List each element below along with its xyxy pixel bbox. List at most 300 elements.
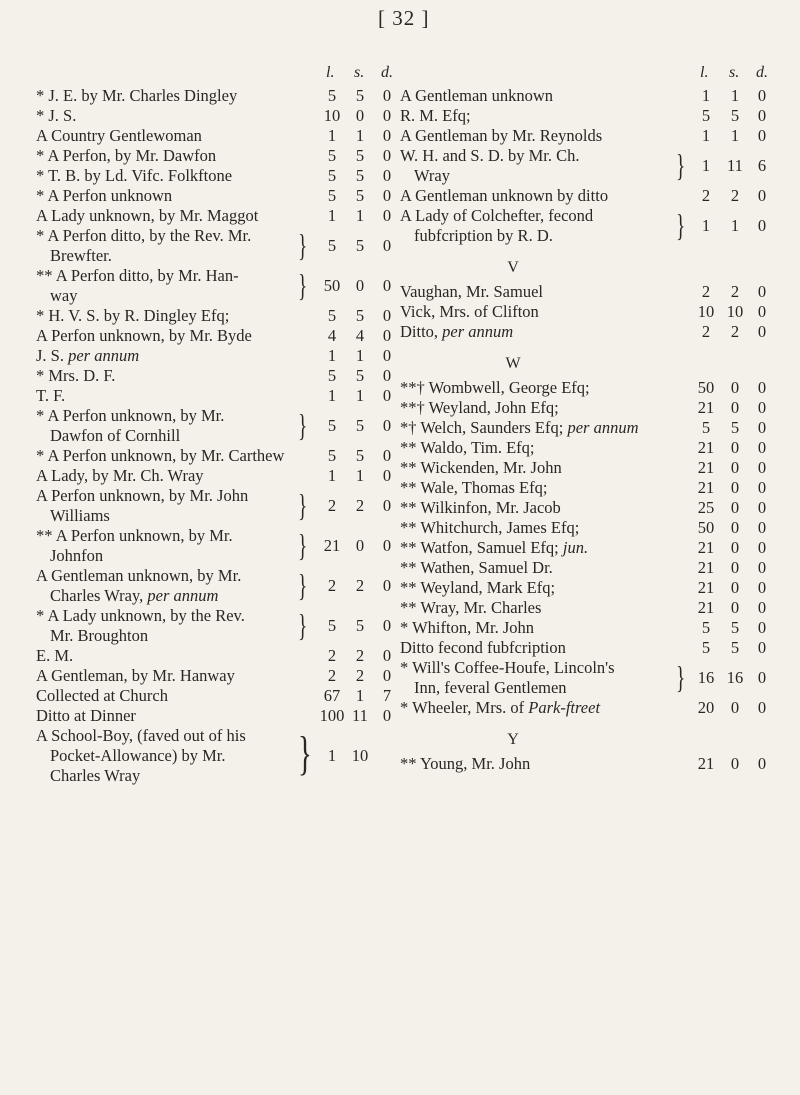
name-text: A Gentleman unknown, by Mr. xyxy=(36,566,242,585)
name-italic: per annum xyxy=(442,322,514,341)
pounds-amount: 2 xyxy=(327,496,337,515)
subscriber-entry xyxy=(36,566,392,606)
shillings-amount: 2 xyxy=(730,186,740,205)
brace-mark: } xyxy=(298,227,308,263)
pounds-amount: 50 xyxy=(323,276,341,295)
shillings-amount: 10 xyxy=(351,746,369,765)
pence-amount: 0 xyxy=(757,538,767,557)
pounds-amount: 4 xyxy=(327,326,337,345)
subscriber-entry xyxy=(400,478,766,498)
name-text: Collected at Church xyxy=(36,686,168,705)
brace-mark: } xyxy=(298,487,308,523)
name-italic: jun. xyxy=(562,538,589,557)
pounds-amount: 21 xyxy=(697,558,715,577)
pounds-amount: 21 xyxy=(697,598,715,617)
name-text: A Gentleman, by Mr. Hanway xyxy=(36,666,235,685)
name-italic: Park-ftreet xyxy=(528,698,601,717)
name-italic: per annum xyxy=(147,586,219,605)
pounds-amount: 50 xyxy=(697,378,715,397)
name-text: * T. B. by Ld. Vifc. Folkftone xyxy=(36,166,233,185)
brace-mark: } xyxy=(298,407,308,443)
pounds-amount: 5 xyxy=(327,146,337,165)
name-text: Wray xyxy=(414,166,450,185)
pounds-amount: 1 xyxy=(327,386,337,405)
name-italic: per annum xyxy=(68,346,140,365)
shillings-amount: 5 xyxy=(730,106,740,125)
brace-mark: } xyxy=(298,607,308,643)
name-text: ** Waldo, Tim. Efq; xyxy=(400,438,535,457)
shillings-amount: 5 xyxy=(355,446,365,465)
subscriber-entry xyxy=(400,538,766,558)
subscriber-entry xyxy=(400,322,766,342)
shillings-amount: 0 xyxy=(730,518,740,537)
name-text: ** A Perfon unknown, by Mr. xyxy=(36,526,233,545)
subscriber-entry xyxy=(400,618,766,638)
name-italic: per annum xyxy=(567,418,639,437)
name-text: ** Wilkinfon, Mr. Jacob xyxy=(400,498,561,517)
shillings-amount: 11 xyxy=(727,156,743,175)
name-text: fubfcription by R. D. xyxy=(414,226,553,245)
pounds-amount: 67 xyxy=(323,686,341,705)
shillings-amount: 1 xyxy=(355,126,365,145)
name-text: *† Welch, Saunders Efq; xyxy=(400,418,564,437)
pence-amount: 0 xyxy=(382,126,392,145)
name-text: ** A Perfon ditto, by Mr. Han- xyxy=(36,266,239,285)
name-text: * A Perfon, by Mr. Dawfon xyxy=(36,146,217,165)
subscriber-entry xyxy=(400,598,766,618)
shillings-amount: 0 xyxy=(355,536,365,555)
name-text: ** Wray, Mr. Charles xyxy=(400,598,542,617)
shillings-amount: 0 xyxy=(730,438,740,457)
pounds-amount: 2 xyxy=(701,186,711,205)
shillings-amount: 0 xyxy=(730,378,740,397)
pence-amount: 0 xyxy=(382,366,392,385)
pence-amount: 0 xyxy=(382,306,392,325)
name-text: A Gentleman unknown xyxy=(400,86,554,105)
pounds-amount: 21 xyxy=(697,538,715,557)
pence-amount: 0 xyxy=(757,458,767,477)
pounds-amount: 10 xyxy=(323,106,341,125)
subscriber-entry xyxy=(400,558,766,578)
name-text: **† Wombwell, George Efq; xyxy=(400,378,590,397)
left-column xyxy=(36,64,392,786)
name-text: way xyxy=(50,286,78,305)
subscriber-entry xyxy=(36,606,392,646)
name-text: Pocket-Allowance) by Mr. xyxy=(50,746,226,765)
pence-amount: 0 xyxy=(382,166,392,185)
pounds-amount: 2 xyxy=(327,576,337,595)
brace-mark: } xyxy=(676,147,686,183)
pence-amount: 6 xyxy=(757,156,767,175)
subscriber-entry xyxy=(36,86,392,106)
shillings-amount: 0 xyxy=(730,698,740,717)
pounds-amount: 50 xyxy=(697,518,715,537)
name-text: A Country Gentlewoman xyxy=(36,126,202,145)
pence-amount: 0 xyxy=(382,446,392,465)
subscriber-entry xyxy=(36,326,392,346)
name-text: R. M. Efq; xyxy=(400,106,471,125)
name-text: * A Perfon unknown, by Mr. Carthew xyxy=(36,446,285,465)
name-text: * A Perfon unknown, by Mr. xyxy=(36,406,225,425)
pence-amount: 0 xyxy=(382,186,392,205)
subscriber-entry xyxy=(400,698,766,718)
subscriber-entry xyxy=(400,438,766,458)
shillings-amount: 0 xyxy=(355,106,365,125)
subscriber-entry xyxy=(400,126,766,146)
name-text: * A Lady unknown, by the Rev. xyxy=(36,606,245,625)
pounds-header: l. xyxy=(326,64,335,81)
name-text: * Whifton, Mr. John xyxy=(400,618,534,637)
subscriber-entry xyxy=(36,106,392,126)
pounds-header: l. xyxy=(700,64,709,81)
name-text: ** Wathen, Samuel Dr. xyxy=(400,558,553,577)
name-text: A Perfon unknown, by Mr. Byde xyxy=(36,326,252,345)
subscriber-entry xyxy=(36,406,392,446)
pounds-amount: 1 xyxy=(701,156,711,175)
subscriber-entry xyxy=(400,186,766,206)
shillings-amount: 1 xyxy=(355,686,365,705)
name-text: W. H. and S. D. by Mr. Ch. xyxy=(400,146,580,165)
pounds-amount: 1 xyxy=(327,126,337,145)
shillings-amount: 5 xyxy=(355,166,365,185)
shillings-amount: 0 xyxy=(730,498,740,517)
pounds-amount: 25 xyxy=(697,498,715,517)
pence-amount: 0 xyxy=(382,616,392,635)
name-text: A Perfon unknown, by Mr. John xyxy=(36,486,249,505)
name-text: A Gentleman unknown by ditto xyxy=(400,186,609,205)
subscriber-entry xyxy=(400,206,766,246)
shillings-amount: 0 xyxy=(730,458,740,477)
name-text: * H. V. S. by R. Dingley Efq; xyxy=(36,306,230,325)
subscriber-entry xyxy=(36,226,392,266)
name-text: T. F. xyxy=(36,386,66,405)
name-text: * J. S. xyxy=(36,106,77,125)
shillings-amount: 0 xyxy=(730,598,740,617)
shillings-amount: 1 xyxy=(355,206,365,225)
brace-mark: } xyxy=(676,659,686,695)
shillings-header: s. xyxy=(729,64,740,81)
pounds-amount: 5 xyxy=(327,446,337,465)
pence-amount: 0 xyxy=(757,578,767,597)
subscriber-entry xyxy=(36,526,392,566)
pence-amount: 0 xyxy=(757,86,767,105)
pence-amount: 0 xyxy=(757,322,767,341)
pounds-amount: 1 xyxy=(327,346,337,365)
subscriber-entry xyxy=(400,754,766,774)
subscriber-entry xyxy=(36,686,392,706)
subscriber-entry xyxy=(36,306,392,326)
subscriber-entry xyxy=(36,706,392,726)
name-text: ** Wickenden, Mr. John xyxy=(400,458,562,477)
pence-amount: 0 xyxy=(757,282,767,301)
shillings-header: s. xyxy=(354,64,365,81)
pounds-amount: 21 xyxy=(697,458,715,477)
name-text: Johnfon xyxy=(50,546,104,565)
pence-amount: 0 xyxy=(382,106,392,125)
pence-header: d. xyxy=(381,64,393,81)
right-column-header xyxy=(400,64,766,86)
shillings-amount: 16 xyxy=(726,668,744,687)
pounds-amount: 5 xyxy=(327,86,337,105)
name-text: Mr. Broughton xyxy=(50,626,149,645)
name-text: A Gentleman by Mr. Reynolds xyxy=(400,126,603,145)
shillings-amount: 2 xyxy=(355,646,365,665)
shillings-amount: 5 xyxy=(355,416,365,435)
subscriber-entry xyxy=(36,666,392,686)
subscriber-entry xyxy=(36,646,392,666)
pounds-amount: 5 xyxy=(327,166,337,185)
pence-amount: 0 xyxy=(382,536,392,555)
subscriber-entry xyxy=(400,578,766,598)
name-text: Dawfon of Cornhill xyxy=(50,426,181,445)
name-text: **† Weyland, John Efq; xyxy=(400,398,559,417)
pence-amount: 7 xyxy=(382,686,392,705)
subscriber-entry xyxy=(36,446,392,466)
shillings-amount: 5 xyxy=(355,366,365,385)
subscriber-entry xyxy=(36,366,392,386)
pence-amount: 0 xyxy=(382,496,392,515)
subscriber-entry xyxy=(36,466,392,486)
subscriber-entry xyxy=(400,658,766,698)
name-text: ** Weyland, Mark Efq; xyxy=(400,578,556,597)
pence-amount: 0 xyxy=(382,326,392,345)
pence-amount: 0 xyxy=(757,754,767,773)
subscriber-entry xyxy=(36,126,392,146)
pence-amount: 0 xyxy=(757,418,767,437)
pounds-amount: 5 xyxy=(701,618,711,637)
brace-mark: } xyxy=(676,207,686,243)
name-text: Vaughan, Mr. Samuel xyxy=(400,282,543,301)
name-line xyxy=(36,766,392,786)
subscriber-entry xyxy=(400,458,766,478)
left-subscriber-list xyxy=(36,86,392,786)
subscriber-entry xyxy=(400,302,766,322)
shillings-amount: 5 xyxy=(355,146,365,165)
shillings-amount: 0 xyxy=(730,754,740,773)
pounds-amount: 5 xyxy=(327,416,337,435)
pence-amount: 0 xyxy=(382,146,392,165)
shillings-amount: 5 xyxy=(355,186,365,205)
pence-amount: 0 xyxy=(757,638,767,657)
subscriber-entry xyxy=(36,266,392,306)
shillings-amount: 5 xyxy=(730,618,740,637)
pence-amount: 0 xyxy=(382,276,392,295)
shillings-amount: 2 xyxy=(730,322,740,341)
right-subscriber-list xyxy=(400,86,766,774)
pence-amount: 0 xyxy=(757,598,767,617)
subscriber-entry xyxy=(36,166,392,186)
pence-amount: 0 xyxy=(757,302,767,321)
pounds-amount: 5 xyxy=(327,306,337,325)
name-text: ** Wale, Thomas Efq; xyxy=(400,478,548,497)
pounds-amount: 1 xyxy=(701,86,711,105)
shillings-amount: 5 xyxy=(355,86,365,105)
pence-amount: 0 xyxy=(757,558,767,577)
pence-amount: 0 xyxy=(382,416,392,435)
name-text: * A Perfon unknown xyxy=(36,186,173,205)
shillings-amount: 5 xyxy=(355,616,365,635)
pounds-amount: 1 xyxy=(701,126,711,145)
pounds-amount: 16 xyxy=(697,668,715,687)
subscriber-entry xyxy=(400,282,766,302)
shillings-amount: 1 xyxy=(355,466,365,485)
shillings-amount: 0 xyxy=(730,538,740,557)
shillings-amount: 2 xyxy=(355,496,365,515)
subscriber-entry xyxy=(36,386,392,406)
page-number: [ 32 ] xyxy=(378,6,430,30)
subscriber-entry xyxy=(36,186,392,206)
name-text: E. M. xyxy=(36,646,74,665)
pounds-amount: 1 xyxy=(327,206,337,225)
shillings-amount: 1 xyxy=(730,86,740,105)
pence-amount: 0 xyxy=(757,618,767,637)
pence-amount: 0 xyxy=(757,438,767,457)
shillings-amount: 4 xyxy=(355,326,365,345)
pounds-amount: 5 xyxy=(327,186,337,205)
pounds-amount: 1 xyxy=(327,746,337,765)
pence-amount: 0 xyxy=(382,576,392,595)
subscriber-entry xyxy=(36,486,392,526)
brace-mark: } xyxy=(298,527,308,563)
name-text: A Lady unknown, by Mr. Maggot xyxy=(36,206,259,225)
pounds-amount: 5 xyxy=(327,366,337,385)
pounds-amount: 2 xyxy=(327,646,337,665)
pence-amount: 0 xyxy=(382,466,392,485)
section-letter: V xyxy=(507,259,519,276)
pence-amount: 0 xyxy=(757,498,767,517)
pence-amount: 0 xyxy=(382,646,392,665)
name-text: * A Perfon ditto, by the Rev. Mr. xyxy=(36,226,252,245)
shillings-amount: 5 xyxy=(730,418,740,437)
shillings-amount: 2 xyxy=(730,282,740,301)
pounds-amount: 5 xyxy=(701,418,711,437)
name-text: Ditto fecond fubfcription xyxy=(400,638,566,657)
pounds-amount: 5 xyxy=(327,236,337,255)
name-line xyxy=(36,726,392,746)
name-text: J. S. xyxy=(36,346,64,365)
pounds-amount: 1 xyxy=(701,216,711,235)
pence-amount: 0 xyxy=(757,106,767,125)
pence-amount: 0 xyxy=(382,666,392,685)
brace-mark: } xyxy=(298,567,308,603)
pounds-amount: 20 xyxy=(697,698,715,717)
subscriber-entry xyxy=(36,726,392,786)
pounds-amount: 21 xyxy=(323,536,341,555)
shillings-amount: 1 xyxy=(730,126,740,145)
name-text: Brewfter. xyxy=(50,246,112,265)
subscriber-entry xyxy=(400,498,766,518)
pounds-amount: 21 xyxy=(697,754,715,773)
pence-amount: 0 xyxy=(757,518,767,537)
name-text: ** Whitchurch, James Efq; xyxy=(400,518,580,537)
subscriber-entry xyxy=(400,86,766,106)
name-text: A Lady of Colchefter, fecond xyxy=(400,206,594,225)
shillings-amount: 10 xyxy=(726,302,744,321)
subscriber-entry xyxy=(36,346,392,366)
pounds-amount: 2 xyxy=(701,322,711,341)
name-text: Vick, Mrs. of Clifton xyxy=(400,302,539,321)
pounds-amount: 10 xyxy=(697,302,715,321)
subscriber-entry xyxy=(400,418,766,438)
pence-amount: 0 xyxy=(382,236,392,255)
subscriber-entry xyxy=(36,146,392,166)
pounds-amount: 5 xyxy=(701,106,711,125)
pence-amount: 0 xyxy=(757,478,767,497)
subscriber-entry xyxy=(400,378,766,398)
pence-amount: 0 xyxy=(382,86,392,105)
pounds-amount: 2 xyxy=(701,282,711,301)
shillings-amount: 2 xyxy=(355,576,365,595)
pence-amount: 0 xyxy=(757,126,767,145)
pounds-amount: 5 xyxy=(327,616,337,635)
pence-amount: 0 xyxy=(382,706,392,725)
shillings-amount: 2 xyxy=(355,666,365,685)
pence-amount: 0 xyxy=(757,668,767,687)
subscriber-entry xyxy=(400,398,766,418)
section-letter: Y xyxy=(507,731,519,748)
subscriber-entry xyxy=(400,638,766,658)
name-text: A School-Boy, (faved out of his xyxy=(36,726,246,745)
shillings-amount: 5 xyxy=(355,236,365,255)
shillings-amount: 0 xyxy=(355,276,365,295)
name-text: * Will's Coffee-Houfe, Lincoln's xyxy=(400,658,615,677)
name-text: * Wheeler, Mrs. of xyxy=(400,698,525,717)
name-text: * Mrs. D. F. xyxy=(36,366,116,385)
pence-header: d. xyxy=(756,64,768,81)
shillings-amount: 0 xyxy=(730,558,740,577)
pounds-amount: 21 xyxy=(697,478,715,497)
brace-mark: } xyxy=(298,727,312,780)
pence-amount: 0 xyxy=(382,206,392,225)
right-column xyxy=(400,64,766,774)
name-text: Ditto at Dinner xyxy=(36,706,136,725)
pounds-amount: 1 xyxy=(327,466,337,485)
subscriber-entry xyxy=(400,146,766,186)
pounds-amount: 5 xyxy=(701,638,711,657)
name-text: Inn, feveral Gentlemen xyxy=(414,678,567,697)
pounds-amount: 21 xyxy=(697,438,715,457)
pence-amount: 0 xyxy=(382,346,392,365)
pence-amount: 0 xyxy=(757,186,767,205)
pounds-amount: 21 xyxy=(697,578,715,597)
subscriber-entry xyxy=(36,206,392,226)
name-text: Ditto, xyxy=(400,322,439,341)
brace-mark: } xyxy=(298,267,308,303)
name-text: ** Watfon, Samuel Efq; xyxy=(400,538,559,557)
pence-amount: 0 xyxy=(757,398,767,417)
shillings-amount: 0 xyxy=(730,478,740,497)
subscriber-entry xyxy=(400,106,766,126)
shillings-amount: 1 xyxy=(355,346,365,365)
shillings-amount: 1 xyxy=(355,386,365,405)
pounds-amount: 100 xyxy=(319,706,345,725)
name-text: Charles Wray, xyxy=(50,586,144,605)
pence-amount: 0 xyxy=(382,386,392,405)
shillings-amount: 5 xyxy=(730,638,740,657)
left-column-header xyxy=(36,64,392,86)
pounds-amount: 21 xyxy=(697,398,715,417)
name-text: Charles Wray xyxy=(50,766,141,785)
pence-amount: 0 xyxy=(757,698,767,717)
shillings-amount: 0 xyxy=(730,578,740,597)
pence-amount: 0 xyxy=(757,216,767,235)
pence-amount: 0 xyxy=(757,378,767,397)
section-letter: W xyxy=(505,355,521,372)
subscriber-entry xyxy=(400,518,766,538)
shillings-amount: 0 xyxy=(730,398,740,417)
shillings-amount: 5 xyxy=(355,306,365,325)
name-text: * J. E. by Mr. Charles Dingley xyxy=(36,86,238,105)
